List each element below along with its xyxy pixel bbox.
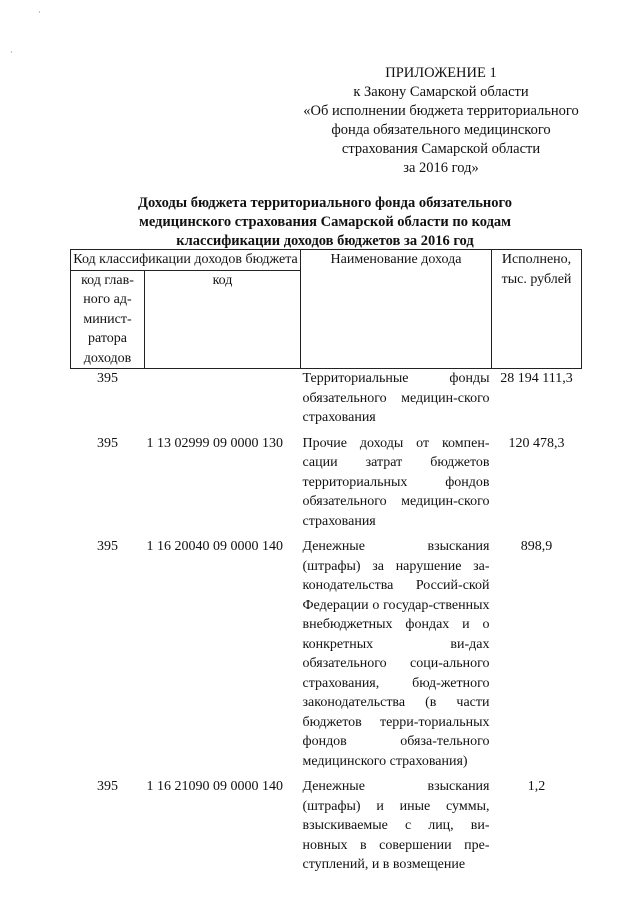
cell-code: 1 16 21090 09 0000 140 (146, 779, 283, 794)
annex-line: ПРИЛОЖЕНИЕ 1 (385, 65, 497, 81)
cell-amount: 898,9 (520, 539, 553, 554)
annex-line: фонда обязательного медицинского (331, 122, 551, 138)
cell-admin: 395 (97, 779, 118, 794)
scan-speck: · (38, 8, 41, 18)
header-admin-code: код глав-ного ад-минист-ратора доходов (71, 270, 145, 369)
cell-name: Прочие доходы от компен-сации затрат бюджетов территориальных фондов обязательного медицин-ского страхования (302, 435, 490, 529)
annex-line: «Об исполнении бюджета территориального (303, 103, 579, 119)
annex-line: за 2016 год» (403, 160, 479, 176)
document-title (90, 194, 560, 251)
header-code: код (145, 270, 301, 369)
header-amount: Исполнено, тыс. рублей (492, 250, 582, 369)
cell-code: 1 16 20040 09 0000 140 (146, 539, 283, 554)
cell-amount: 28 194 111,3 (500, 371, 573, 386)
table-row (71, 434, 582, 538)
annex-line: к Закону Самарской области (353, 84, 529, 100)
cell-admin: 395 (97, 539, 118, 554)
header-classification: Код классификации доходов бюджета (71, 250, 301, 271)
cell-admin: 395 (97, 435, 118, 451)
cell-name: Денежные взыскания (штрафы) за нарушение за-конодательства Россий-ской Федерации о государ-ственных внебюджетных фондах и о конкретных ви-дах обязательного соци-ального страхования, бюд-жетного законодательства (в части бюджетов терри-ториальных фондов обяза-тельного медицинского страхования) (302, 539, 490, 769)
title-line: медицинского страхования Самарской области по кодам (138, 214, 512, 230)
annex-line: страхования Самарской области (341, 141, 541, 157)
cell-amount: 120 478,3 (508, 435, 565, 451)
cell-name: Территориальные фонды обязательного медицин-ского страхования (302, 371, 490, 425)
cell-amount: 1,2 (527, 779, 546, 794)
cell-name: Денежные взыскания (штрафы) и иные суммы, взыскиваемые с лиц, ви-новных в совершении пре-ступлений, и в возмещение (302, 779, 490, 872)
cell-code: 1 13 02999 09 0000 130 (146, 435, 283, 451)
table-row (71, 369, 582, 434)
header-name: Наименование дохода (301, 250, 492, 369)
cell-admin: 395 (97, 371, 118, 386)
cell-code (145, 369, 301, 434)
table-row (71, 777, 582, 881)
title-line: Доходы бюджета территориального фонда обязательного (138, 195, 512, 211)
title-line: классификации доходов бюджетов за 2016 год (176, 233, 474, 249)
income-table (70, 249, 582, 881)
annex-block (286, 64, 596, 178)
table-row (71, 537, 582, 777)
scan-speck: · (10, 48, 13, 58)
